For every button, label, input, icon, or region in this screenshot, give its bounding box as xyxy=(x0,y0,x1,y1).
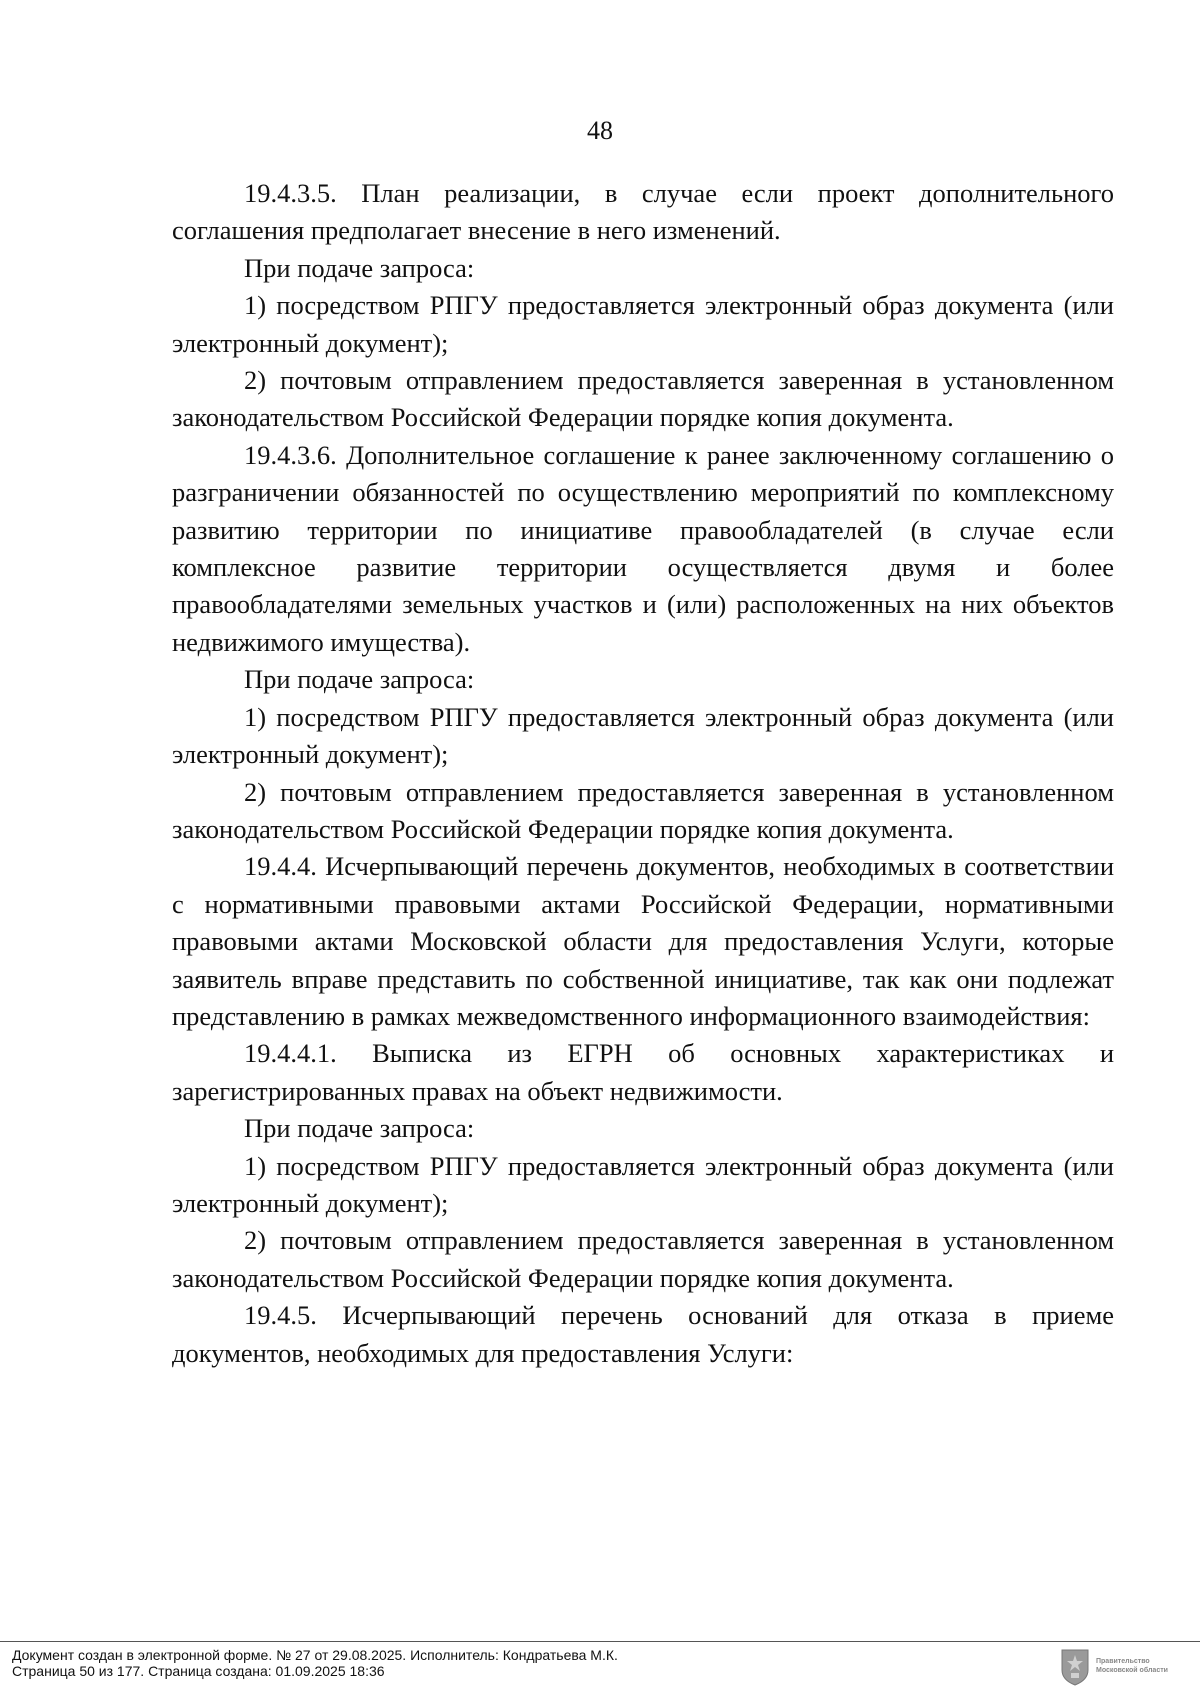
paragraph-19-4-3-5: 19.4.3.5. План реализации, в случае если проект дополнительного соглашения предполагает внесение в него изменений. xyxy=(172,178,1114,246)
paragraph-request-intro: При подаче запроса: xyxy=(244,252,475,283)
logo-caption-line2: Московской области xyxy=(1096,1667,1168,1674)
paragraph-item-2: 2) почтовым отправлением предоставляется заверенная в установленном законодательством Российской Федерации порядке копия документа. xyxy=(172,1225,1114,1293)
paragraph-item-2: 2) почтовым отправлением предоставляется заверенная в установленном законодательством Российской Федерации порядке копия документа. xyxy=(172,365,1114,433)
moscow-region-emblem-icon xyxy=(1060,1646,1090,1686)
paragraph-request-intro: При подаче запроса: xyxy=(244,1113,475,1144)
government-logo xyxy=(1060,1646,1168,1686)
paragraph-request-intro: При подаче запроса: xyxy=(244,664,475,695)
page-number: 48 xyxy=(587,116,613,145)
paragraph-19-4-5: 19.4.5. Исчерпывающий перечень оснований для отказа в приеме документов, необходимых для предоставления Услуги: xyxy=(172,1300,1114,1368)
document-body xyxy=(172,175,1114,1372)
paragraph-19-4-4: 19.4.4. Исчерпывающий перечень документов, необходимых в соответствии с нормативными правовыми актами Российской Федерации, нормативными правовыми актами Московской области для предоставления Услуги, которые заявитель вправе представить по собственной инициативе, так как они подлежат представлению в рамках межведомственного информационного взаимодействия: xyxy=(172,851,1114,1031)
paragraph-19-4-4-1: 19.4.4.1. Выписка из ЕГРН об основных характеристиках и зарегистрированных правах на объект недвижимости. xyxy=(172,1038,1114,1106)
paragraph-19-4-3-6: 19.4.3.6. Дополнительное соглашение к ранее заключенному соглашению о разграничении обязанностей по осуществлению мероприятий по комплексному развитию территории по инициативе правообладателей (в случае если комплексное развитие территории осуществляется двумя и более правообладателями земельных участков и (или) расположенных на них объектов недвижимого имущества). xyxy=(172,439,1114,657)
logo-caption xyxy=(1096,1657,1168,1675)
paragraph-item-1: 1) посредством РПГУ предоставляется электронный образ документа (или электронный документ); xyxy=(172,701,1114,770)
footer-document-info: Документ создан в электронной форме. № 27 от 29.08.2025. Исполнитель: Кондратьева М.К. xyxy=(12,1647,618,1663)
paragraph-item-1: 1) посредством РПГУ предоставляется электронный образ документа (или электронный документ); xyxy=(172,1150,1114,1218)
paragraph-item-1: 1) посредством РПГУ предоставляется электронный образ документа (или электронный документ); xyxy=(172,290,1114,358)
footer-stamp xyxy=(12,1647,618,1679)
logo-caption-line1: Правительство xyxy=(1096,1658,1150,1665)
footer-divider xyxy=(0,1641,1200,1642)
paragraph-item-2: 2) почтовым отправлением предоставляется заверенная в установленном законодательством Российской Федерации порядке копия документа. xyxy=(172,776,1114,844)
footer-page-info: Страница 50 из 177. Страница создана: 01.09.2025 18:36 xyxy=(12,1663,385,1679)
